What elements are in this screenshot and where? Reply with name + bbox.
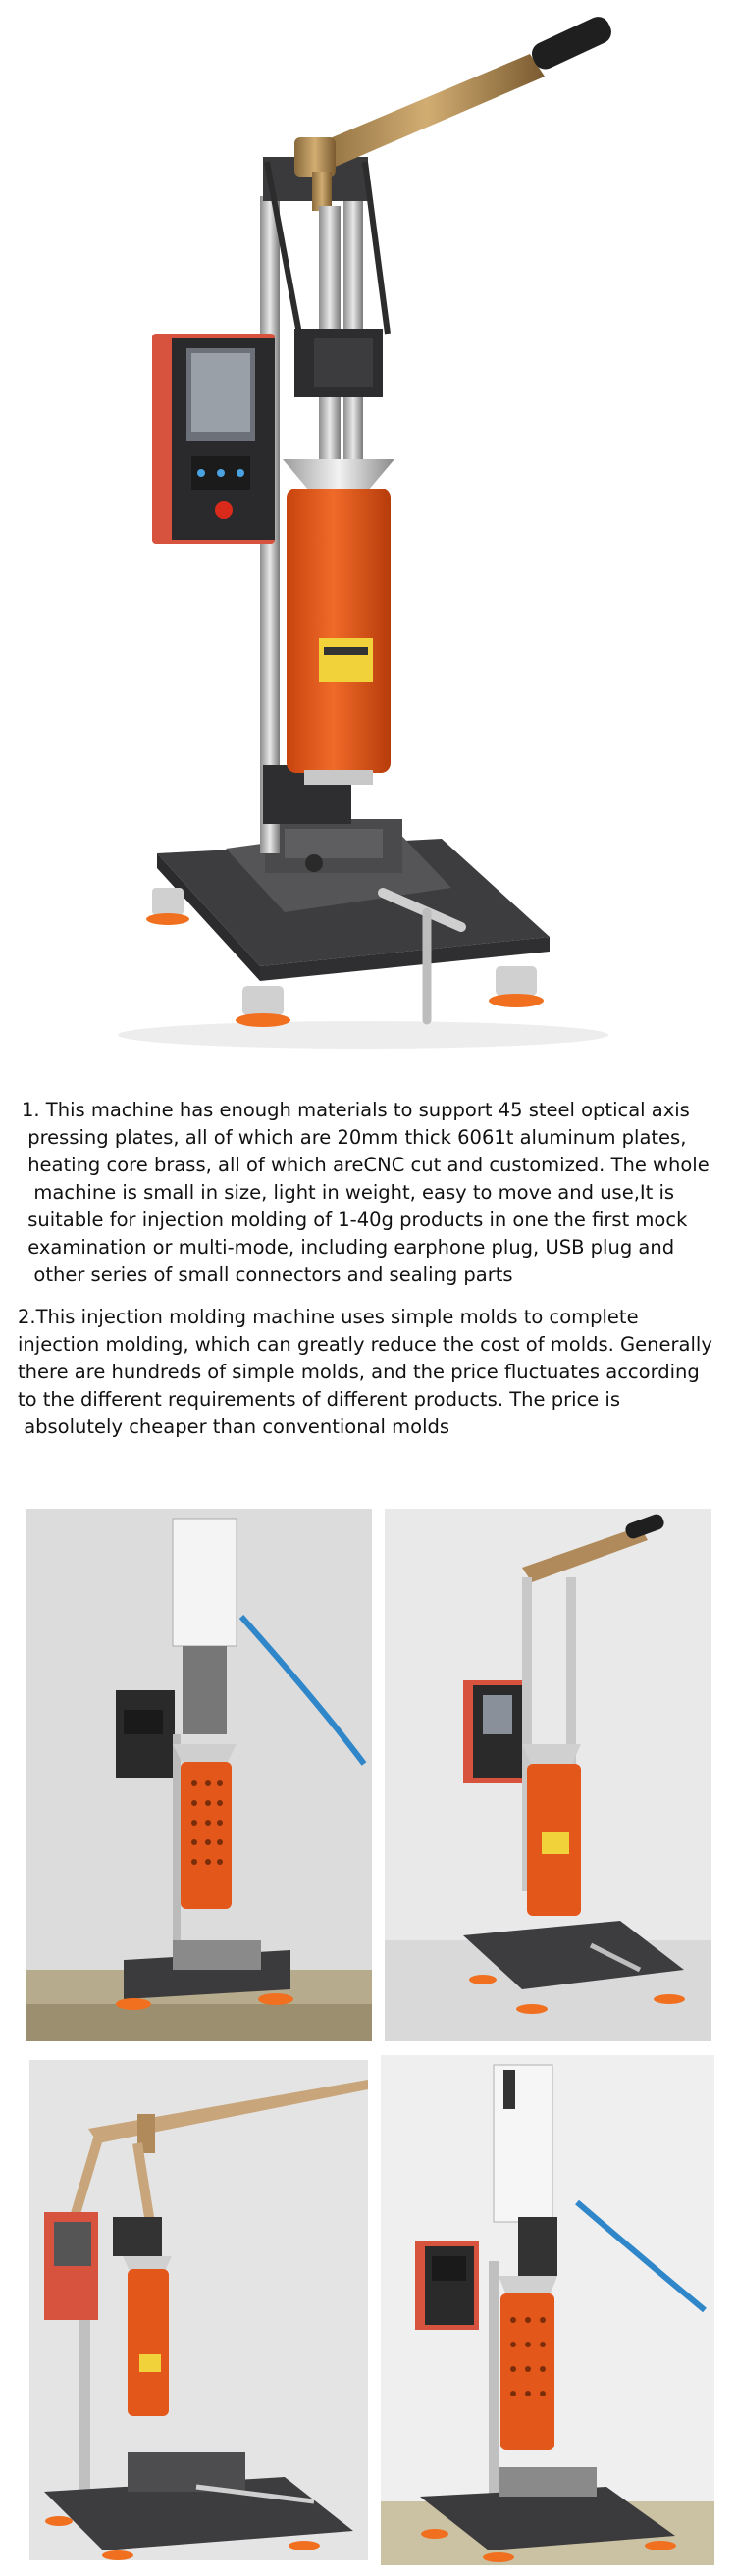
paragraph-1-line: examination or multi-mode, including earphone plug, USB plug and xyxy=(22,1236,675,1259)
paragraph-2-line: there are hundreds of simple molds, and the price fluctuates according xyxy=(18,1361,700,1383)
product-photo-pneumatic-2 xyxy=(381,2055,714,2565)
injection-machine-illustration xyxy=(0,0,736,1069)
paragraph-1-line: pressing plates, all of which are 20mm thick 6061t aluminum plates, xyxy=(22,1126,687,1149)
description-paragraph-1 xyxy=(22,1097,723,1289)
paragraph-1-line: heating core brass, all of which areCNC cut and customized. The whole xyxy=(22,1154,710,1176)
paragraph-2-line: injection molding, which can greatly reduce the cost of molds. Generally xyxy=(18,1333,712,1356)
pneumatic-machine-photo xyxy=(26,1509,372,2041)
paragraph-1-line: machine is small in size, light in weight, easy to move and use,It is xyxy=(22,1181,675,1204)
manual-machine-side-photo xyxy=(29,2060,368,2560)
paragraph-1-line: other series of small connectors and sealing parts xyxy=(22,1263,513,1286)
paragraph-1-line: suitable for injection molding of 1-40g products in one the first mock xyxy=(22,1209,688,1231)
paragraph-2-line: 2.This injection molding machine uses simple molds to complete xyxy=(18,1306,639,1328)
hero-product-image xyxy=(0,0,736,1069)
paragraph-2-line: absolutely cheaper than conventional molds xyxy=(18,1416,450,1438)
description-paragraph-2 xyxy=(18,1304,724,1441)
manual-machine-photo xyxy=(385,1509,711,2041)
pneumatic-machine-photo-2 xyxy=(381,2055,714,2565)
paragraph-1-line: 1. This machine has enough materials to support 45 steel optical axis xyxy=(22,1099,690,1121)
product-photo-manual-2 xyxy=(29,2060,368,2560)
product-photo-pneumatic-1 xyxy=(26,1509,372,2041)
paragraph-2-line: to the different requirements of different products. The price is xyxy=(18,1388,621,1411)
product-photo-manual-1 xyxy=(385,1509,711,2041)
